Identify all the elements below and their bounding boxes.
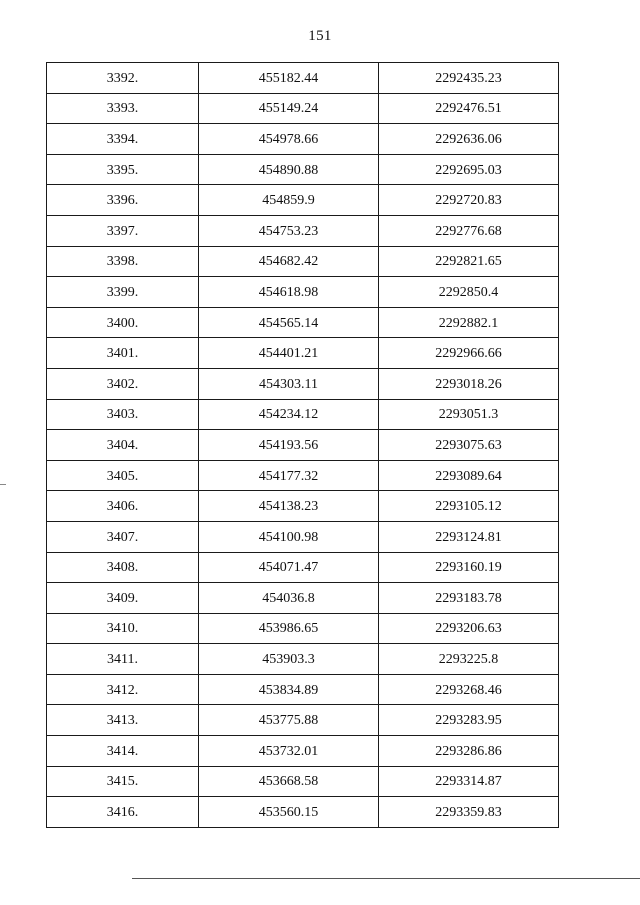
x-coordinate-cell-text: 454177.32: [258, 468, 319, 484]
y-coordinate-cell-text: 2293051.3: [438, 407, 499, 423]
x-coordinate-cell: [199, 307, 379, 338]
y-coordinate-cell: [379, 613, 559, 644]
x-coordinate-cell: [199, 124, 379, 155]
point-number-cell-text: 3414.: [106, 743, 139, 759]
x-coordinate-cell: [199, 215, 379, 246]
point-number-cell-text: 3395.: [106, 162, 139, 178]
y-coordinate-cell-text: 2292636.06: [435, 131, 502, 147]
x-coordinate-cell-text: 453668.58: [258, 774, 319, 790]
y-coordinate-cell-text: 2293225.8: [438, 652, 499, 668]
y-coordinate-cell-text: 2292720.83: [435, 193, 502, 209]
x-coordinate-cell-text: 454234.12: [258, 407, 319, 423]
x-coordinate-cell-text: 454401.21: [258, 346, 319, 362]
y-coordinate-cell-text: 2292966.66: [435, 346, 502, 362]
y-coordinate-cell: [379, 338, 559, 369]
y-coordinate-cell: [379, 63, 559, 94]
point-number-cell-text: 3407.: [106, 529, 139, 545]
point-number-cell-text: 3401.: [106, 346, 139, 362]
table-row: [47, 521, 559, 552]
x-coordinate-cell-text: 454193.56: [258, 437, 319, 453]
point-number-cell: [47, 552, 199, 583]
point-number-cell: [47, 338, 199, 369]
table-row: [47, 399, 559, 430]
point-number-cell: [47, 736, 199, 767]
point-number-cell: [47, 277, 199, 308]
x-coordinate-cell-text: 454753.23: [258, 223, 319, 239]
y-coordinate-cell: [379, 460, 559, 491]
x-coordinate-cell: [199, 185, 379, 216]
table-row: [47, 583, 559, 614]
x-coordinate-cell-text: 454100.98: [258, 529, 319, 545]
x-coordinate-cell-text: 453732.01: [258, 743, 319, 759]
point-number-cell: [47, 246, 199, 277]
y-coordinate-cell: [379, 185, 559, 216]
x-coordinate-cell-text: 454565.14: [258, 315, 319, 331]
point-number-cell-text: 3404.: [106, 437, 139, 453]
y-coordinate-cell: [379, 246, 559, 277]
y-coordinate-cell-text: 2292882.1: [438, 315, 499, 331]
x-coordinate-cell-text: 454036.8: [262, 590, 315, 606]
y-coordinate-cell-text: 2293075.63: [435, 437, 502, 453]
point-number-cell: [47, 797, 199, 828]
point-number-cell-text: 3400.: [106, 315, 139, 331]
point-number-cell-text: 3405.: [106, 468, 139, 484]
table-row: [47, 154, 559, 185]
x-coordinate-cell: [199, 552, 379, 583]
point-number-cell: [47, 215, 199, 246]
point-number-cell-text: 3399.: [106, 284, 139, 300]
x-coordinate-cell-text: 454682.42: [258, 254, 319, 270]
table-row: [47, 705, 559, 736]
point-number-cell: [47, 185, 199, 216]
table-row: [47, 797, 559, 828]
y-coordinate-cell-text: 2293314.87: [435, 774, 502, 790]
x-coordinate-cell-text: 454978.66: [258, 131, 319, 147]
x-coordinate-cell: [199, 246, 379, 277]
x-coordinate-cell: [199, 766, 379, 797]
y-coordinate-cell: [379, 154, 559, 185]
y-coordinate-cell: [379, 797, 559, 828]
y-coordinate-cell: [379, 430, 559, 461]
y-coordinate-cell-text: 2293286.86: [435, 743, 502, 759]
point-number-cell: [47, 63, 199, 94]
y-coordinate-cell-text: 2293105.12: [435, 499, 502, 515]
point-number-cell: [47, 766, 199, 797]
point-number-cell-text: 3409.: [106, 590, 139, 606]
y-coordinate-cell-text: 2292776.68: [435, 223, 502, 239]
x-coordinate-cell: [199, 154, 379, 185]
table-row: [47, 430, 559, 461]
footer-rule: [132, 878, 640, 879]
x-coordinate-cell-text: 455182.44: [258, 70, 319, 86]
x-coordinate-cell-text: 454859.9: [262, 193, 315, 209]
y-coordinate-cell: [379, 491, 559, 522]
y-coordinate-cell-text: 2292476.51: [435, 101, 502, 117]
coordinates-table-body: [47, 63, 559, 828]
point-number-cell: [47, 368, 199, 399]
table-row: [47, 613, 559, 644]
point-number-cell: [47, 460, 199, 491]
point-number-cell: [47, 613, 199, 644]
x-coordinate-cell: [199, 430, 379, 461]
x-coordinate-cell: [199, 277, 379, 308]
y-coordinate-cell-text: 2292850.4: [438, 284, 499, 300]
point-number-cell-text: 3412.: [106, 682, 139, 698]
point-number-cell: [47, 124, 199, 155]
point-number-cell-text: 3408.: [106, 560, 139, 576]
point-number-cell: [47, 307, 199, 338]
point-number-cell-text: 3411.: [107, 652, 138, 668]
x-coordinate-cell: [199, 674, 379, 705]
point-number-cell: [47, 583, 199, 614]
table-row: [47, 93, 559, 124]
y-coordinate-cell-text: 2293268.46: [435, 682, 502, 698]
table-row: [47, 766, 559, 797]
table-row: [47, 63, 559, 94]
point-number-cell-text: 3415.: [106, 774, 139, 790]
point-number-cell-text: 3403.: [106, 407, 139, 423]
x-coordinate-cell: [199, 93, 379, 124]
y-coordinate-cell-text: 2293359.83: [435, 805, 502, 821]
y-coordinate-cell: [379, 705, 559, 736]
point-number-cell: [47, 154, 199, 185]
y-coordinate-cell: [379, 124, 559, 155]
x-coordinate-cell: [199, 736, 379, 767]
point-number-cell-text: 3413.: [106, 713, 139, 729]
x-coordinate-cell: [199, 460, 379, 491]
y-coordinate-cell: [379, 399, 559, 430]
point-number-cell-text: 3410.: [106, 621, 139, 637]
x-coordinate-cell: [199, 705, 379, 736]
point-number-cell: [47, 430, 199, 461]
x-coordinate-cell: [199, 583, 379, 614]
y-coordinate-cell-text: 2293018.26: [435, 376, 502, 392]
y-coordinate-cell: [379, 307, 559, 338]
table-row: [47, 491, 559, 522]
y-coordinate-cell: [379, 368, 559, 399]
point-number-cell-text: 3406.: [106, 499, 139, 515]
point-number-cell-text: 3393.: [106, 101, 139, 117]
y-coordinate-cell: [379, 277, 559, 308]
x-coordinate-cell-text: 454618.98: [258, 284, 319, 300]
x-coordinate-cell: [199, 368, 379, 399]
table-row: [47, 307, 559, 338]
x-coordinate-cell-text: 454071.47: [258, 560, 319, 576]
point-number-cell: [47, 491, 199, 522]
y-coordinate-cell: [379, 736, 559, 767]
y-coordinate-cell: [379, 644, 559, 675]
point-number-cell: [47, 399, 199, 430]
point-number-cell: [47, 644, 199, 675]
y-coordinate-cell-text: 2293183.78: [435, 590, 502, 606]
y-coordinate-cell: [379, 215, 559, 246]
point-number-cell: [47, 521, 199, 552]
x-coordinate-cell-text: 453834.89: [258, 682, 319, 698]
y-coordinate-cell: [379, 583, 559, 614]
table-row: [47, 215, 559, 246]
point-number-cell: [47, 93, 199, 124]
x-coordinate-cell: [199, 613, 379, 644]
point-number-cell-text: 3394.: [106, 131, 139, 147]
x-coordinate-cell-text: 453560.15: [258, 805, 319, 821]
table-row: [47, 185, 559, 216]
x-coordinate-cell-text: 453986.65: [258, 621, 319, 637]
y-coordinate-cell-text: 2293089.64: [435, 468, 502, 484]
x-coordinate-cell-text: 453775.88: [258, 713, 319, 729]
table-row: [47, 674, 559, 705]
x-coordinate-cell: [199, 63, 379, 94]
x-coordinate-cell: [199, 797, 379, 828]
point-number-cell-text: 3398.: [106, 254, 139, 270]
table-row: [47, 246, 559, 277]
y-coordinate-cell-text: 2293124.81: [435, 529, 502, 545]
y-coordinate-cell-text: 2293206.63: [435, 621, 502, 637]
point-number-cell-text: 3396.: [106, 193, 139, 209]
x-coordinate-cell: [199, 521, 379, 552]
page-number: 151: [308, 28, 332, 44]
y-coordinate-cell-text: 2293160.19: [435, 560, 502, 576]
table-row: [47, 644, 559, 675]
table-row: [47, 368, 559, 399]
x-coordinate-cell: [199, 644, 379, 675]
table-row: [47, 124, 559, 155]
coordinates-table: [46, 62, 559, 828]
x-coordinate-cell: [199, 491, 379, 522]
point-number-cell: [47, 674, 199, 705]
x-coordinate-cell-text: 455149.24: [258, 101, 319, 117]
y-coordinate-cell-text: 2292435.23: [435, 70, 502, 86]
y-coordinate-cell: [379, 521, 559, 552]
x-coordinate-cell: [199, 338, 379, 369]
point-number-cell-text: 3397.: [106, 223, 139, 239]
y-coordinate-cell: [379, 766, 559, 797]
point-number-cell-text: 3392.: [106, 70, 139, 86]
table-row: [47, 460, 559, 491]
y-coordinate-cell: [379, 674, 559, 705]
point-number-cell-text: 3416.: [106, 805, 139, 821]
x-coordinate-cell-text: 454890.88: [258, 162, 319, 178]
point-number-cell-text: 3402.: [106, 376, 139, 392]
x-coordinate-cell: [199, 399, 379, 430]
table-row: [47, 736, 559, 767]
table-row: [47, 338, 559, 369]
table-row: [47, 277, 559, 308]
x-coordinate-cell-text: 454303.11: [259, 376, 318, 392]
margin-mark: [0, 484, 6, 485]
table-row: [47, 552, 559, 583]
y-coordinate-cell: [379, 93, 559, 124]
y-coordinate-cell: [379, 552, 559, 583]
y-coordinate-cell-text: 2292821.65: [435, 254, 502, 270]
y-coordinate-cell-text: 2293283.95: [435, 713, 502, 729]
x-coordinate-cell-text: 454138.23: [258, 499, 319, 515]
y-coordinate-cell-text: 2292695.03: [435, 162, 502, 178]
x-coordinate-cell-text: 453903.3: [262, 652, 315, 668]
point-number-cell: [47, 705, 199, 736]
